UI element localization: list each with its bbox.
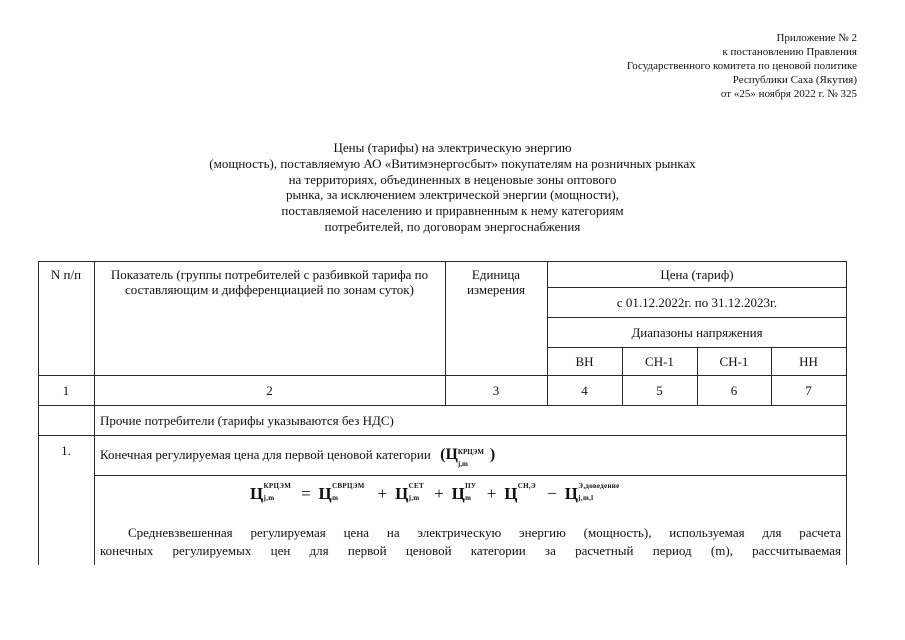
appendix-line: Республики Саха (Якутия) (732, 74, 857, 86)
header-price: Цена (тариф) (660, 267, 734, 282)
formula-symbol: Ц (504, 484, 518, 503)
title-line: (мощность), поставляемую АО «Витимэнергосбыт» покупателям на розничных рынках (209, 155, 696, 171)
header-voltage-sn1: СН-1 (719, 354, 749, 369)
appendix-line: к постановлению Правления (722, 46, 857, 58)
price-formula (250, 484, 628, 504)
formula-sup: СН,Э (517, 482, 536, 490)
title-line: Цены (тарифы) на электрическую энергию (333, 140, 572, 155)
header-voltage-vn: ВН (575, 354, 594, 369)
title-line: поставляемой населению и приравненным к нему категориям (281, 203, 624, 219)
explanation-paragraph (100, 524, 841, 560)
table-rule (547, 287, 847, 288)
formula-sup: Э,доведение (578, 482, 620, 490)
formula-symbol: Ц (250, 484, 264, 503)
price-symbol-letter: Ц (445, 446, 458, 463)
header-voltage-sn1: СН-1 (645, 354, 674, 369)
price-symbol-sub: j,m (457, 460, 468, 468)
formula-symbol: Ц (318, 484, 333, 503)
header-voltage-nn: НН (799, 354, 818, 369)
appendix-header (527, 31, 857, 101)
formula-plus: + (377, 484, 388, 503)
formula-sup: СЕТ (408, 482, 424, 490)
header-indicator: Показатель (группы потребителей с разбивкой тарифа по составляющим и дифференциацией по зонам суток) (110, 267, 429, 297)
document-title (100, 140, 805, 235)
row-label-text: Конечная регулируемая цена для первой ценовой категории (100, 447, 431, 462)
header-unit: Единица измерения (466, 267, 526, 297)
formula-sup: СВРЦЭМ (332, 482, 365, 490)
formula-sup: ПУ (465, 482, 477, 490)
table-border-left (38, 261, 39, 565)
header-voltage-ranges: Диапазоны напряжения (631, 325, 763, 340)
column-number: 6 (730, 383, 738, 398)
title-line: рынка, за исключением электрической энергии (мощности), (286, 187, 619, 203)
table-rule (94, 475, 847, 476)
row-label (100, 446, 700, 468)
price-symbol: (Ц КРЦЭМ j,m ) (440, 446, 495, 463)
formula-symbol: Ц (451, 484, 466, 503)
column-number: 5 (656, 383, 663, 398)
table-rule (38, 435, 847, 436)
title-line: на территориях, объединенных в неценовые зоны оптового (288, 171, 617, 187)
formula-sub: m (465, 494, 472, 502)
paragraph-line: Средневзвешенная регулируемая цена на электрическую энергию (мощность), используемая для расчета (128, 525, 841, 540)
formula-minus: − (547, 484, 558, 503)
paragraph-line: конечных регулируемых цен для первой ценовой категории за расчетный период (m), рассчитываемая (100, 543, 841, 558)
formula-symbol: Ц (395, 484, 409, 503)
table-rule (38, 375, 847, 376)
formula-sub: j,m,l (578, 494, 594, 502)
formula-plus: + (434, 484, 445, 503)
column-number: 3 (492, 383, 500, 398)
column-number: 7 (805, 383, 812, 398)
appendix-line: от «25» ноября 2022 г. № 325 (720, 88, 857, 100)
formula-plus: + (486, 484, 497, 503)
price-symbol-sup: КРЦЭМ (457, 448, 485, 456)
row-number: 1. (61, 443, 71, 458)
column-number: 4 (581, 383, 588, 398)
table-border-top (38, 261, 847, 262)
column-number: 2 (266, 383, 273, 398)
tariff-table (38, 261, 847, 565)
table-rule (547, 317, 847, 318)
table-rule (38, 405, 847, 406)
formula-symbol: Ц (564, 484, 579, 503)
table-rule (94, 261, 95, 565)
header-period: с 01.12.2022г. по 31.12.2023г. (616, 295, 778, 310)
formula-sup: КРЦЭМ (263, 482, 292, 490)
title-line: потребителей, по договорам энергоснабжения (324, 218, 581, 234)
appendix-line: Государственного комитета по ценовой политике (626, 60, 857, 72)
section-row-label: Прочие потребители (тарифы указываются без НДС) (100, 413, 394, 428)
formula-sub: j,m (408, 494, 420, 502)
appendix-line: Приложение № 2 (776, 32, 857, 44)
header-np: N п/п (50, 267, 82, 282)
formula-sub: j,m (263, 494, 275, 502)
column-number: 1 (62, 383, 70, 398)
formula-sub: m (332, 494, 339, 502)
formula-equals: = (301, 484, 311, 503)
